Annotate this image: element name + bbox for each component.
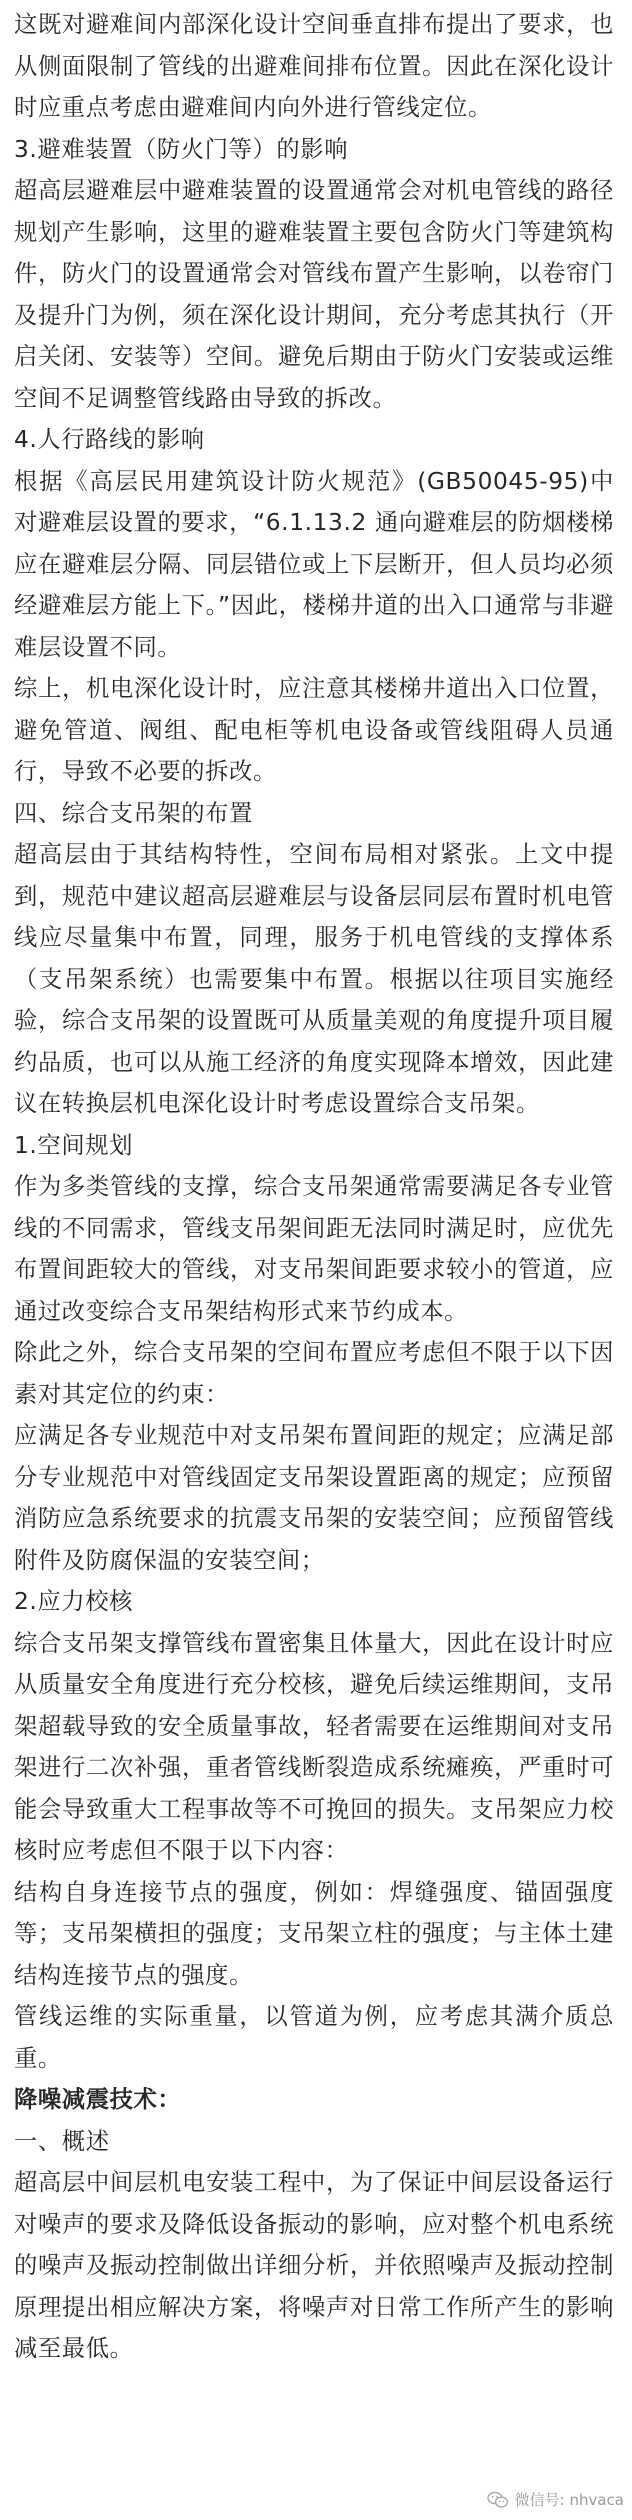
- wechat-icon: [487, 2491, 509, 2509]
- paragraph: 管线运维的实际重量，以管道为例，应考虑其满介质总重。: [14, 2003, 614, 2072]
- paragraph: 这既对避难间内部深化设计空间垂直排布提出了要求，也从侧面限制了管线的出避难间排布位置。因此在深化设计时应重点考虑由避难间内向外进行管线定位。: [14, 11, 614, 121]
- watermark-text: 微信号: nhvaca: [514, 2491, 624, 2509]
- paragraph: 结构自身连接节点的强度，例如：焊缝强度、锚固强度等；支吊架横担的强度；支吊架立柱的强度；与主体土建结构连接节点的强度。: [14, 1878, 614, 1989]
- paragraph: 作为多类管线的支撑，综合支吊架通常需要满足各专业管线的不同需求，管线支吊架间距无法同时满足时，应优先布置间距较大的管线，对支吊架间距要求较小的管道，应通过改变综合支吊架结构形式来节约成本。: [14, 1173, 614, 1325]
- section-subheading: 4.人行路线的影响: [14, 426, 205, 453]
- paragraph: 超高层避难层中避难装置的设置通常会对机电管线的路径规划产生影响，这里的避难装置主要包含防火门等建筑构件，防火门的设置通常会对管线布置产生影响，以卷帘门及提升门为例，须在深化设计期间，充分考虑其执行（开启关闭、安装等）空间。避免后期由于防火门安装或运维空间不足调整管线路由导致的拆改。: [14, 177, 614, 412]
- section-subheading: 1.空间规划: [14, 1131, 134, 1159]
- paragraph: 超高层中间层机电安装工程中，为了保证中间层设备运行对噪声的要求及降低设备振动的影响，应对整个机电系统的噪声及振动控制做出详细分析，并依照噪声及振动控制原理提出相应解决方案，将噪声对日常工作所产生的影响减至最低。: [14, 2169, 614, 2362]
- paragraph: 除此之外，综合支吊架的空间布置应考虑但不限于以下因素对其定位的约束：: [14, 1339, 614, 1408]
- section-heading: 四、综合支吊架的布置: [14, 799, 253, 827]
- paragraph: 超高层由于其结构特性，空间布局相对紧张。上文中提到，规范中建议超高层避难层与设备层同层布置时机电管线应尽量集中布置，同理，服务于机电管线的支撑体系（支吊架系统）也需要集中布置。根据以往项目实施经验，综合支吊架的设置既可从质量美观的角度提升项目履约品质，也可以从施工经济的角度实现降本增效，因此建议在转换层机电深化设计时考虑设置综合支吊架。: [14, 841, 614, 1117]
- paragraph: 根据《高层民用建筑设计防火规范》(GB50045-95)中对避难层设置的要求，“6.1.13.2 通向避难层的防烟楼梯应在避难层分隔、同层错位或上下层断开，但人员均必须经避难层方能上下。”因此，楼梯井道的出入口通常与非避难层设置不同。: [14, 467, 614, 661]
- paragraph: 综上，机电深化设计时，应注意其楼梯井道出入口位置，避免管道、阀组、配电柜等机电设备或管线阻碍人员通行，导致不必要的拆改。: [14, 675, 614, 785]
- article-body: [14, 4, 614, 2370]
- wechat-watermark: [487, 2489, 624, 2510]
- section-subheading: 3.避难装置（防火门等）的影响: [14, 135, 349, 163]
- paragraph: 应满足各专业规范中对支吊架布置间距的规定；应满足部分专业规范中对管线固定支吊架设置距离的规定；应预留消防应急系统要求的抗震支吊架的安装空间；应预留管线附件及防腐保温的安装空间；: [14, 1422, 614, 1574]
- section-subheading: 2.应力校核: [14, 1588, 134, 1615]
- paragraph: 综合支吊架支撑管线布置密集且体量大，因此在设计时应从质量安全角度进行充分校核，避免后续运维期间，支吊架超载导致的安全质量事故，轻者需要在运维期间对支吊架进行二次补强，重者管线断裂造成系统瘫痪，严重时可能会导致重大工程事故等不可挽回的损失。支吊架应力校核时应考虑但不限于以下内容：: [14, 1629, 614, 1864]
- section-heading: 一、概述: [14, 2127, 110, 2155]
- bold-topic-heading: 降噪减震技术：: [14, 2086, 182, 2113]
